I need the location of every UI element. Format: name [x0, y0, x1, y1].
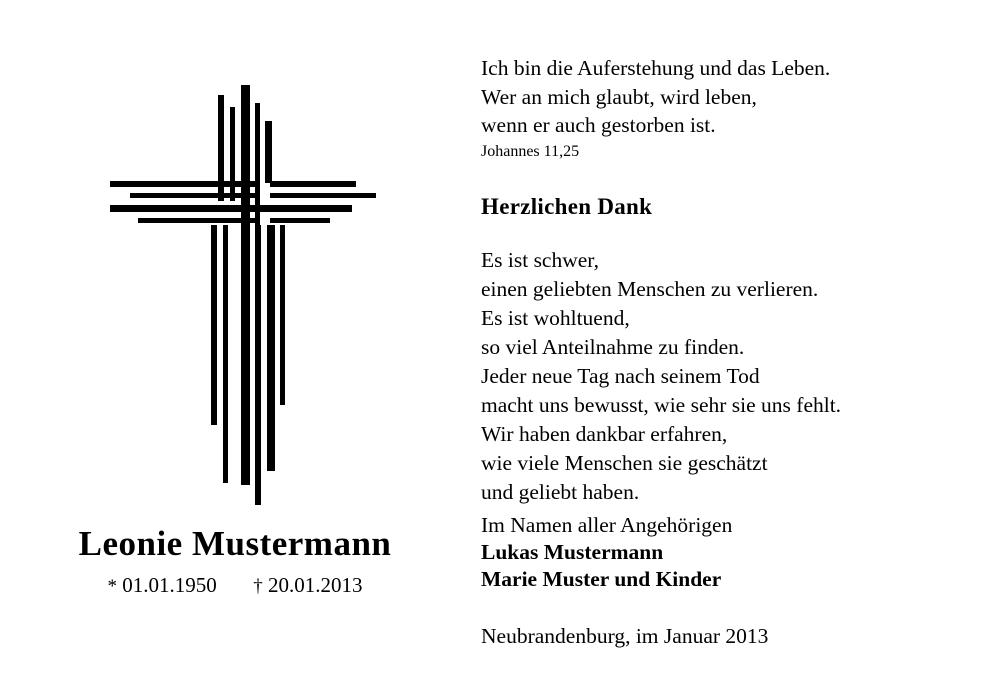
poem-line-1: Es ist schwer, [481, 248, 599, 272]
deceased-name: Leonie Mustermann [78, 524, 392, 563]
thanks-heading: Herzlichen Dank [481, 194, 653, 219]
poem-line-4: so viel Anteilnahme zu finden. [481, 335, 745, 359]
poem-line-6: macht uns bewusst, wie sehr sie uns fehlt. [481, 393, 842, 417]
birth-date: 01.01.1950 [122, 572, 217, 597]
poem-line-2: einen geliebten Menschen zu verlieren. [481, 277, 819, 301]
family-name-2: Marie Muster und Kinder [481, 567, 722, 591]
bible-verse [481, 54, 951, 162]
verse-line-1: Ich bin die Auferstehung und das Leben. [481, 56, 831, 80]
place-and-date: Neubrandenburg, im Januar 2013 [481, 624, 769, 648]
birth-symbol: * [107, 575, 117, 597]
right-column [481, 0, 981, 699]
poem-block [481, 246, 951, 507]
poem-line-7: Wir haben dankbar erfahren, [481, 422, 728, 446]
deceased-dates [0, 573, 470, 598]
christian-cross-icon [110, 85, 400, 505]
death-symbol: † [253, 575, 263, 597]
poem-line-5: Jeder neue Tag nach seinem Tod [481, 364, 760, 388]
verse-source: Johannes 11,25 [481, 142, 580, 160]
poem-line-3: Es ist wohltuend, [481, 306, 630, 330]
deceased-block [0, 525, 470, 598]
death-date: 20.01.2013 [268, 572, 363, 597]
cross-illustration [110, 85, 400, 505]
family-name-1: Lukas Mustermann [481, 540, 664, 564]
poem-line-9: und geliebt haben. [481, 480, 640, 504]
family-intro: Im Namen aller Angehörigen [481, 513, 733, 537]
family-block [481, 512, 951, 593]
verse-line-3: wenn er auch gestorben ist. [481, 113, 716, 137]
left-column [0, 0, 470, 699]
poem-line-8: wie viele Menschen sie geschätzt [481, 451, 768, 475]
verse-line-2: Wer an mich glaubt, wird leben, [481, 84, 757, 109]
